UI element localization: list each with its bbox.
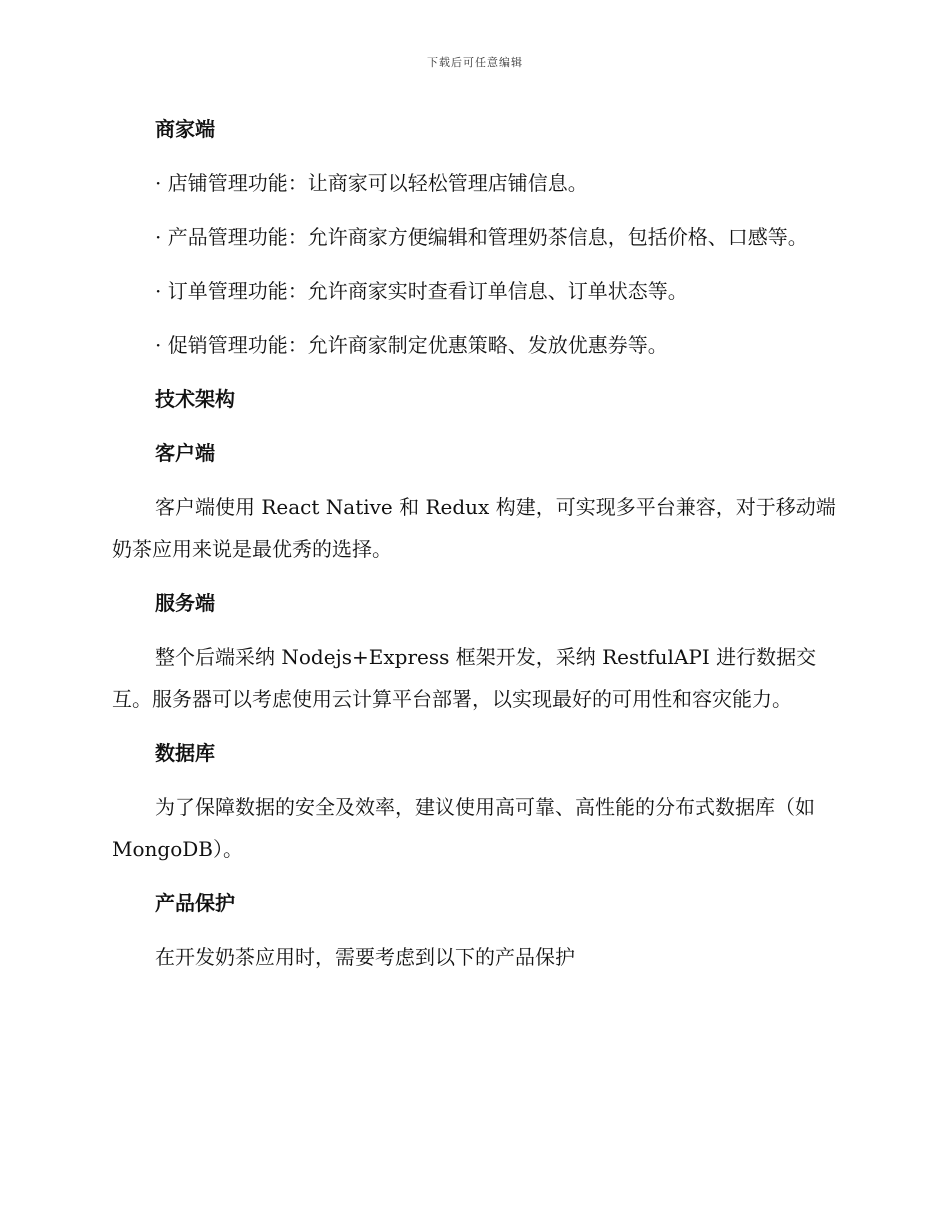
document-content: [112, 108, 837, 990]
server-paragraph: 整个后端采纳 Nodejs+Express 框架开发，采纳 RestfulAPI 进行数据交互。服务器可以考虑使用云计算平台部署，以实现最好的可用性和容灾能力。: [112, 645, 817, 711]
heading-merchant: 商家端: [155, 117, 215, 141]
merchant-item-promotion: · 促销管理功能：允许商家制定优惠策略、发放优惠券等。: [155, 333, 668, 357]
protection-paragraph: 在开发奶茶应用时，需要考虑到以下的产品保护: [155, 945, 575, 969]
heading-server: 服务端: [155, 591, 215, 615]
merchant-item-store: · 店铺管理功能：让商家可以轻松管理店铺信息。: [155, 171, 588, 195]
heading-database: 数据库: [155, 741, 215, 765]
merchant-item-product: · 产品管理功能：允许商家方便编辑和管理奶茶信息，包括价格、口感等。: [155, 225, 808, 249]
merchant-item-order: · 订单管理功能：允许商家实时查看订单信息、订单状态等。: [155, 279, 688, 303]
heading-client: 客户端: [155, 441, 215, 465]
client-paragraph: 客户端使用 React Native 和 Redux 构建，可实现多平台兼容，对于移动端奶茶应用来说是最优秀的选择。: [112, 495, 836, 561]
heading-product-protection: 产品保护: [155, 891, 235, 915]
database-paragraph: 为了保障数据的安全及效率，建议使用高可靠、高性能的分布式数据库（如 MongoDB）。: [112, 795, 815, 861]
header-note: 下载后可任意编辑: [427, 56, 523, 69]
heading-tech-architecture: 技术架构: [155, 387, 235, 411]
